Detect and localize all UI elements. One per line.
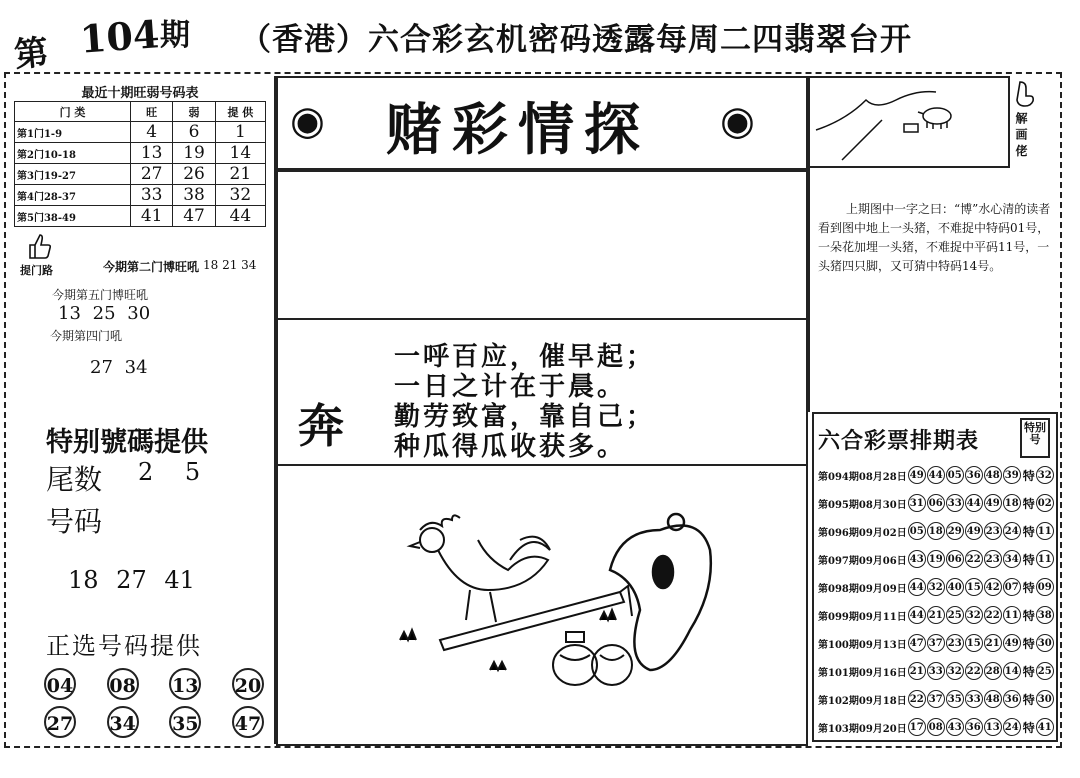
tip-line1-nums: 18 21 34 bbox=[203, 258, 257, 272]
schedule-row bbox=[818, 574, 1055, 600]
pick-ball: 13 bbox=[169, 668, 201, 700]
history-col-header: 旺 bbox=[130, 102, 172, 122]
schedule-ball: 15 bbox=[965, 578, 983, 596]
schedule-ball: 24 bbox=[1003, 522, 1021, 540]
schedule-row-label: 第098期09月09日 bbox=[818, 583, 907, 595]
row-label: 第5门38-49 bbox=[15, 206, 131, 227]
schedule-row bbox=[818, 546, 1055, 572]
row-label: 第2门10-18 bbox=[15, 143, 131, 164]
tigong-value: 14 bbox=[215, 143, 265, 164]
schedule-ball: 33 bbox=[946, 494, 964, 512]
schedule-ball: 18 bbox=[1003, 494, 1021, 512]
table-row bbox=[15, 185, 266, 206]
schedule-ball: 24 bbox=[1003, 718, 1021, 736]
schedule-te-ball: 30 bbox=[1036, 690, 1054, 708]
pick-ball: 27 bbox=[44, 706, 76, 738]
picks-row-2 bbox=[44, 706, 264, 738]
te-mark: 特 bbox=[1022, 468, 1035, 483]
schedule-te-ball: 30 bbox=[1036, 634, 1054, 652]
schedule-ball: 40 bbox=[946, 578, 964, 596]
history-col-header: 弱 bbox=[173, 102, 215, 122]
schedule-row bbox=[818, 518, 1055, 544]
schedule-ball: 21 bbox=[927, 606, 945, 624]
schedule-ball: 29 bbox=[946, 522, 964, 540]
schedule-ball: 48 bbox=[984, 690, 1002, 708]
pick-ball: 35 bbox=[169, 706, 201, 738]
explain-side-label: 解 画 佬 bbox=[1014, 112, 1028, 157]
wang-value: 4 bbox=[130, 122, 172, 143]
schedule-ball: 43 bbox=[946, 718, 964, 736]
wang-value: 13 bbox=[130, 143, 172, 164]
schedule-te-ball: 32 bbox=[1036, 466, 1054, 484]
schedule-ball: 15 bbox=[965, 634, 983, 652]
schedule-ball: 13 bbox=[984, 718, 1002, 736]
schedule-ball: 49 bbox=[984, 494, 1002, 512]
schedule-row bbox=[818, 602, 1055, 628]
eye-icon: ◉ bbox=[290, 98, 325, 144]
schedule-row-label: 第095期08月30日 bbox=[818, 499, 907, 511]
issue-number: 104 bbox=[78, 11, 161, 62]
poem-line: 一呼百应，催早起； bbox=[394, 342, 656, 372]
schedule-ball: 23 bbox=[984, 550, 1002, 568]
schedule-row bbox=[818, 686, 1055, 712]
schedule-ball: 36 bbox=[1003, 690, 1021, 708]
schedule-te-ball: 09 bbox=[1036, 578, 1054, 596]
schedule-ball: 49 bbox=[965, 522, 983, 540]
row-label: 第1门1-9 bbox=[15, 122, 131, 143]
schedule-ball: 05 bbox=[908, 522, 926, 540]
schedule-te-ball: 41 bbox=[1036, 718, 1054, 736]
eye-icon: ◉ bbox=[720, 98, 755, 144]
table-row bbox=[15, 122, 266, 143]
poem-line: 种瓜得瓜收获多。 bbox=[394, 432, 627, 462]
row-label: 第3门19-27 bbox=[15, 164, 131, 185]
blank-box bbox=[276, 170, 808, 320]
schedule-ball: 19 bbox=[927, 550, 945, 568]
schedule-row bbox=[818, 630, 1055, 656]
schedule-ball: 07 bbox=[1003, 578, 1021, 596]
schedule-row-label: 第100期09月13日 bbox=[818, 639, 907, 651]
schedule-ball: 05 bbox=[946, 466, 964, 484]
ruo-value: 19 bbox=[173, 143, 215, 164]
picks-row-1 bbox=[44, 668, 264, 700]
schedule-ball: 34 bbox=[1003, 550, 1021, 568]
table-row bbox=[15, 164, 266, 185]
pick-ball: 08 bbox=[107, 668, 139, 700]
te-mark: 特 bbox=[1022, 608, 1035, 623]
schedule-row bbox=[818, 462, 1055, 488]
issue-suffix: 期 bbox=[160, 18, 190, 53]
rooster-melon-illustration bbox=[380, 500, 730, 720]
ruo-value: 47 bbox=[173, 206, 215, 227]
ruo-value: 6 bbox=[173, 122, 215, 143]
schedule-ball: 32 bbox=[965, 606, 983, 624]
schedule-ball: 14 bbox=[1003, 662, 1021, 680]
schedule-ball: 17 bbox=[908, 718, 926, 736]
schedule-row-label: 第099期09月11日 bbox=[818, 611, 907, 623]
issue-prefix: 第 bbox=[12, 32, 51, 76]
poem-char: 奔 bbox=[298, 399, 344, 453]
schedule-row-label: 第102期09月18日 bbox=[818, 695, 907, 707]
schedule-te-ball: 02 bbox=[1036, 494, 1054, 512]
schedule-ball: 35 bbox=[946, 690, 964, 708]
schedule-ball: 08 bbox=[927, 718, 945, 736]
schedule-ball: 18 bbox=[927, 522, 945, 540]
history-col-header: 提 供 bbox=[215, 102, 265, 122]
wang-value: 41 bbox=[130, 206, 172, 227]
schedule-table bbox=[812, 412, 1058, 742]
picks-title: 正选号码提供 bbox=[46, 632, 202, 660]
pig-scene-illustration bbox=[812, 80, 1006, 164]
history-header-row bbox=[15, 102, 266, 122]
pointing-hand-icon bbox=[1014, 80, 1036, 108]
page-header bbox=[0, 0, 1080, 76]
schedule-te-ball: 11 bbox=[1036, 550, 1054, 568]
schedule-ball: 21 bbox=[908, 662, 926, 680]
schedule-te-ball: 11 bbox=[1036, 522, 1054, 540]
ruo-value: 38 bbox=[173, 185, 215, 206]
schedule-row-label: 第097期09月06日 bbox=[818, 555, 907, 567]
tigong-value: 44 bbox=[215, 206, 265, 227]
schedule-row-label: 第101期09月16日 bbox=[818, 667, 907, 679]
schedule-ball: 21 bbox=[984, 634, 1002, 652]
tail-label: 尾数 bbox=[46, 463, 103, 496]
tigong-value: 21 bbox=[215, 164, 265, 185]
schedule-ball: 28 bbox=[984, 662, 1002, 680]
poem-line: 勤劳致富，靠自己； bbox=[394, 402, 656, 432]
history-col-header: 门 类 bbox=[15, 102, 131, 122]
schedule-ball: 32 bbox=[927, 578, 945, 596]
ruo-value: 26 bbox=[173, 164, 215, 185]
schedule-ball: 22 bbox=[984, 606, 1002, 624]
wang-value: 27 bbox=[130, 164, 172, 185]
schedule-ball: 37 bbox=[927, 690, 945, 708]
schedule-row-label: 第096期09月02日 bbox=[818, 527, 907, 539]
te-mark: 特 bbox=[1022, 496, 1035, 511]
schedule-ball: 32 bbox=[946, 662, 964, 680]
schedule-ball: 06 bbox=[946, 550, 964, 568]
thumbs-up-icon bbox=[26, 232, 52, 260]
special-title: 特别號碼提供 bbox=[46, 427, 208, 458]
table-row bbox=[15, 143, 266, 164]
pick-ball: 04 bbox=[44, 668, 76, 700]
schedule-te-header: 特别号 bbox=[1020, 418, 1050, 458]
schedule-ball: 44 bbox=[927, 466, 945, 484]
schedule-ball: 22 bbox=[908, 690, 926, 708]
schedule-ball: 36 bbox=[965, 718, 983, 736]
te-mark: 特 bbox=[1022, 636, 1035, 651]
schedule-ball: 39 bbox=[1003, 466, 1021, 484]
schedule-row-label: 第103期09月20日 bbox=[818, 723, 907, 735]
schedule-ball: 42 bbox=[984, 578, 1002, 596]
schedule-te-ball: 38 bbox=[1036, 606, 1054, 624]
explain-text: 上期图中一字之曰：“博”水心清的读者看到图中地上一头猪，不难捉中特码01号，一朵花加埋一头猪，不难捉中平码11号，一头猪四只脚，又可猜中特码14号。 bbox=[818, 202, 1051, 273]
tail-nums: 2 5 bbox=[138, 458, 201, 486]
poem-line: 一日之计在于晨。 bbox=[394, 372, 627, 402]
thumb-label: 提门路 bbox=[20, 264, 53, 277]
schedule-ball: 33 bbox=[965, 690, 983, 708]
schedule-title: 六合彩票排期表 bbox=[818, 429, 980, 454]
poem-text bbox=[394, 342, 655, 462]
schedule-ball: 25 bbox=[946, 606, 964, 624]
page-title: （香港）六合彩玄机密码透露每周二四翡翠台开 bbox=[240, 22, 912, 58]
schedule-ball: 36 bbox=[965, 466, 983, 484]
te-mark: 特 bbox=[1022, 692, 1035, 707]
pick-ball: 47 bbox=[232, 706, 264, 738]
schedule-ball: 47 bbox=[908, 634, 926, 652]
table-row bbox=[15, 206, 266, 227]
schedule-ball: 06 bbox=[927, 494, 945, 512]
te-mark: 特 bbox=[1022, 720, 1035, 735]
schedule-ball: 49 bbox=[1003, 634, 1021, 652]
history-table bbox=[14, 82, 266, 227]
tip-line3-label: 今期第四门吼 bbox=[50, 329, 123, 343]
tip-line2-nums: 13 25 30 bbox=[58, 303, 151, 324]
tigong-value: 1 bbox=[215, 122, 265, 143]
schedule-row bbox=[818, 714, 1055, 740]
code-nums: 18 27 41 bbox=[68, 566, 195, 594]
schedule-ball: 33 bbox=[927, 662, 945, 680]
te-mark: 特 bbox=[1022, 524, 1035, 539]
schedule-row bbox=[818, 490, 1055, 516]
te-mark: 特 bbox=[1022, 552, 1035, 567]
pick-ball: 34 bbox=[107, 706, 139, 738]
schedule-ball: 49 bbox=[908, 466, 926, 484]
code-label: 号码 bbox=[46, 505, 103, 538]
schedule-ball: 22 bbox=[965, 550, 983, 568]
schedule-ball: 48 bbox=[984, 466, 1002, 484]
schedule-ball: 44 bbox=[908, 606, 926, 624]
schedule-ball: 43 bbox=[908, 550, 926, 568]
schedule-row-label: 第094期08月28日 bbox=[818, 471, 907, 483]
te-mark: 特 bbox=[1022, 664, 1035, 679]
schedule-row bbox=[818, 658, 1055, 684]
schedule-ball: 44 bbox=[908, 578, 926, 596]
tip-line3-nums: 27 34 bbox=[90, 357, 148, 378]
schedule-ball: 23 bbox=[984, 522, 1002, 540]
schedule-te-ball: 25 bbox=[1036, 662, 1054, 680]
pick-ball: 20 bbox=[232, 668, 264, 700]
tip-line1-label: 今期第二门博旺吼 bbox=[103, 260, 200, 274]
row-label: 第4门28-37 bbox=[15, 185, 131, 206]
schedule-ball: 23 bbox=[946, 634, 964, 652]
schedule-ball: 44 bbox=[965, 494, 983, 512]
schedule-ball: 11 bbox=[1003, 606, 1021, 624]
tip-line2-label: 今期第五门博旺吼 bbox=[52, 288, 149, 302]
history-caption: 最近十期旺弱号码表 bbox=[81, 86, 199, 101]
banner-title: 赌彩情探 bbox=[386, 97, 650, 163]
schedule-ball: 37 bbox=[927, 634, 945, 652]
schedule-ball: 31 bbox=[908, 494, 926, 512]
schedule-ball: 22 bbox=[965, 662, 983, 680]
tigong-value: 32 bbox=[215, 185, 265, 206]
wang-value: 33 bbox=[130, 185, 172, 206]
te-mark: 特 bbox=[1022, 580, 1035, 595]
